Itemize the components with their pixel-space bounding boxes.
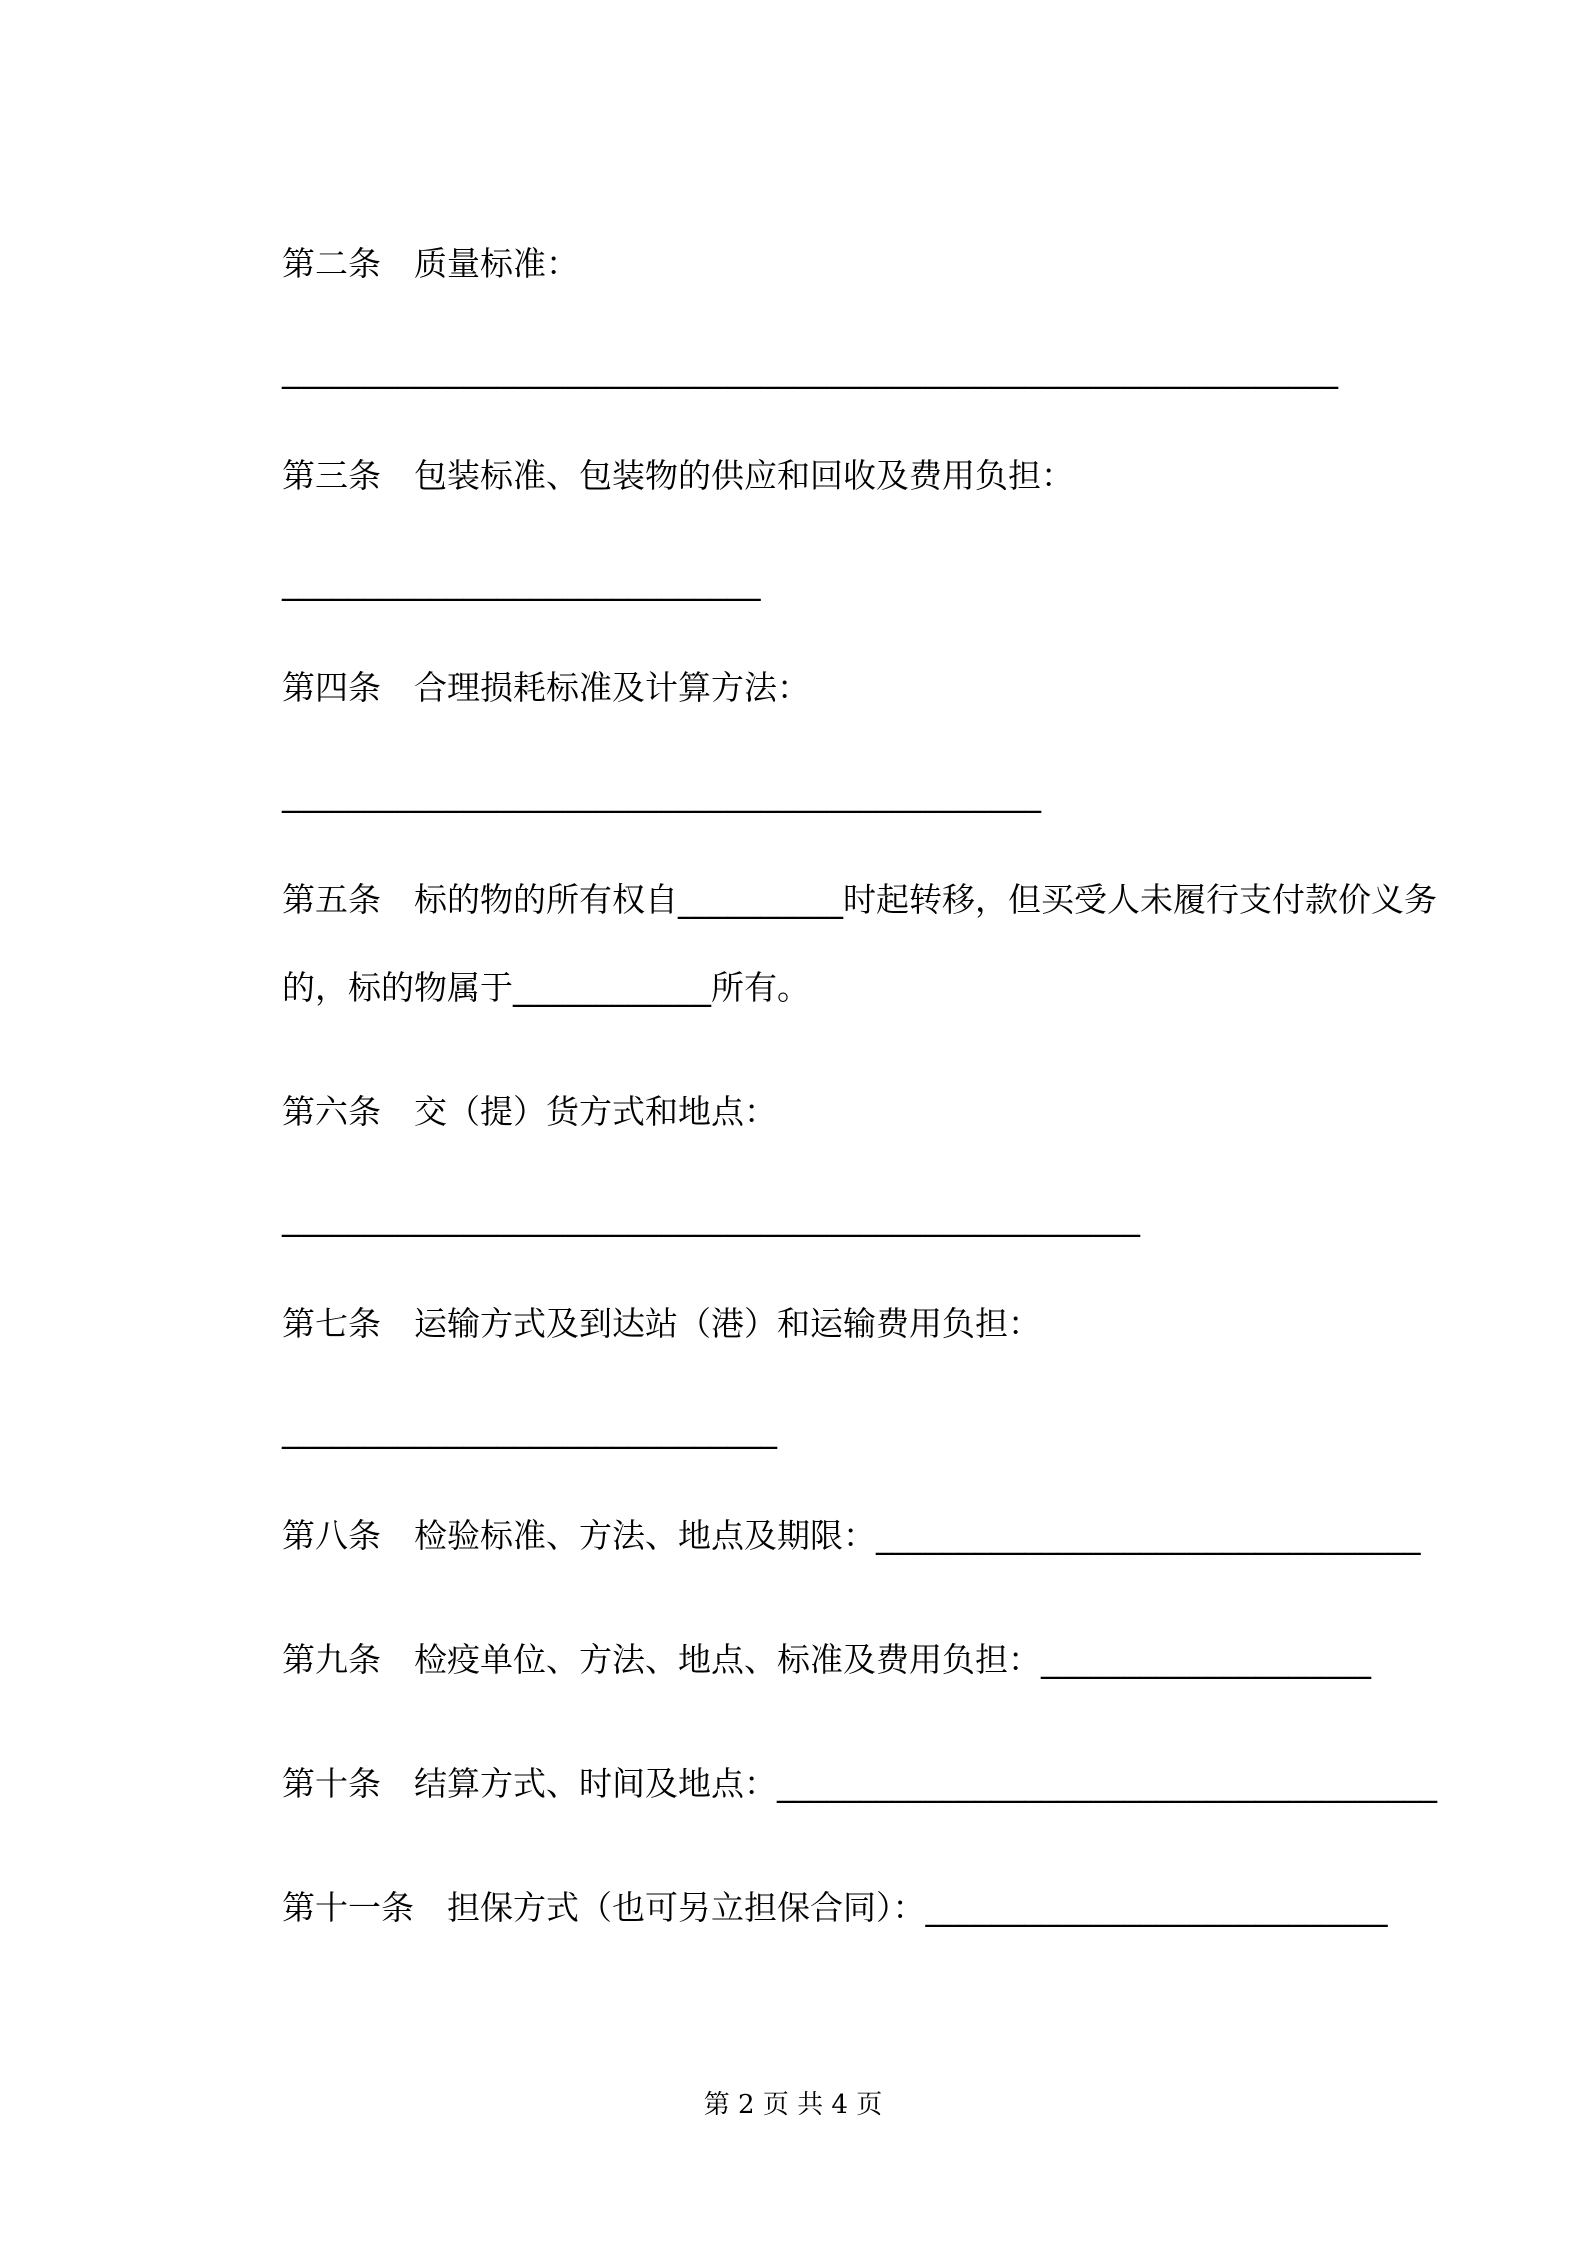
article-7-blank-line bbox=[240, 1358, 1400, 1449]
article-4-blank-line bbox=[240, 722, 1400, 813]
article-10-line bbox=[240, 1712, 1437, 1803]
article-5-line-2 bbox=[240, 916, 1400, 1007]
article-7-heading bbox=[240, 1252, 1400, 1343]
article-text: 第四条 合理损耗标准及计算方法： bbox=[281, 668, 810, 707]
blank-underline: ____________________________________________________ bbox=[281, 1198, 1140, 1237]
article-text: 的，标的物属于____________所有。 bbox=[281, 968, 810, 1007]
article-11-line bbox=[240, 1836, 1400, 1927]
article-text: 第九条 检疫单位、方法、地点、标准及费用负担：____________________ bbox=[281, 1640, 1371, 1679]
article-4-heading bbox=[240, 616, 1400, 707]
article-5-line-1 bbox=[240, 828, 1437, 919]
blank-underline: ______________________________ bbox=[281, 1410, 777, 1449]
article-text: 第五条 标的物的所有权自__________时起转移，但买受人未履行支付款价义务 bbox=[281, 880, 1437, 919]
article-text: 第七条 运输方式及到达站（港）和运输费用负担： bbox=[281, 1304, 1041, 1343]
blank-underline: _____________________________ bbox=[281, 562, 761, 601]
page-number-footer: 第 2 页 共 4 页 bbox=[703, 2090, 883, 2120]
article-8-line bbox=[240, 1464, 1421, 1555]
article-text: 第十一条 担保方式（也可另立担保合同）：____________________________ bbox=[281, 1888, 1388, 1927]
article-2-blank-line bbox=[240, 298, 1400, 389]
article-6-heading bbox=[240, 1040, 1400, 1131]
article-text: 第八条 检验标准、方法、地点及期限：_________________________________ bbox=[281, 1516, 1421, 1555]
blank-underline: ________________________________________________________________ bbox=[281, 350, 1338, 389]
article-text: 第二条 质量标准： bbox=[281, 244, 579, 283]
blank-underline: ______________________________________________ bbox=[281, 774, 1041, 813]
article-text: 第六条 交（提）货方式和地点： bbox=[281, 1092, 777, 1131]
article-text: 第三条 包装标准、包装物的供应和回收及费用负担： bbox=[281, 456, 1074, 495]
article-3-heading bbox=[240, 404, 1400, 495]
article-9-line bbox=[240, 1588, 1400, 1679]
article-text: 第十条 结算方式、时间及地点：________________________________________ bbox=[281, 1764, 1437, 1803]
article-2-heading bbox=[240, 192, 1400, 283]
article-3-blank-line bbox=[240, 510, 1400, 601]
article-6-blank-line bbox=[240, 1146, 1400, 1237]
